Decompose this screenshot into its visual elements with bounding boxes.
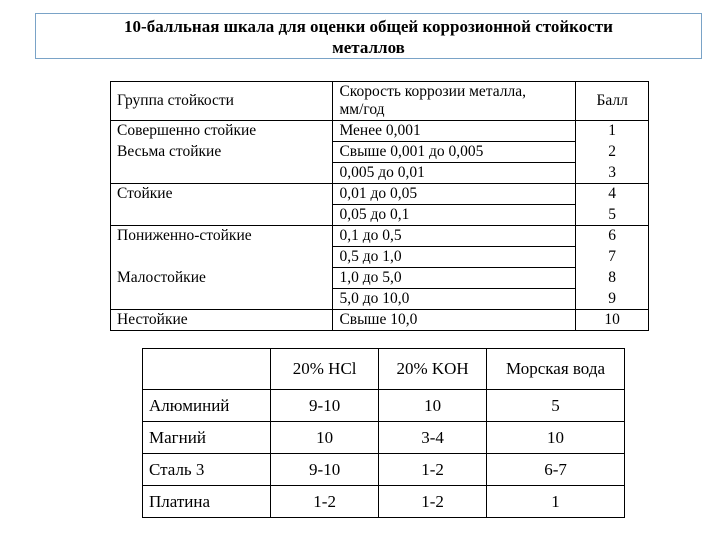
header-rate [333, 82, 576, 121]
score-cell: 9 [576, 289, 649, 310]
group-cell [111, 205, 333, 226]
header-hcl: 20% HCl [271, 349, 379, 390]
table-row [111, 247, 649, 268]
score-cell: 6 [576, 226, 649, 247]
rate-cell: 0,05 до 0,1 [333, 205, 576, 226]
metal-cell: Алюминий [143, 390, 271, 422]
koh-cell: 3-4 [379, 422, 487, 454]
sea-cell: 10 [487, 422, 625, 454]
table-row [111, 184, 649, 205]
hcl-cell: 9-10 [271, 454, 379, 486]
score-cell: 8 [576, 268, 649, 289]
page-title [35, 13, 702, 59]
table-row [111, 205, 649, 226]
group-cell: Весьма стойкие [111, 142, 333, 163]
koh-cell: 10 [379, 390, 487, 422]
rate-cell: 0,005 до 0,01 [333, 163, 576, 184]
rate-cell: Свыше 10,0 [333, 310, 576, 331]
header-group: Группа стойкости [111, 82, 333, 121]
score-cell: 3 [576, 163, 649, 184]
group-cell [111, 163, 333, 184]
rate-cell: Менее 0,001 [333, 121, 576, 142]
table-row [111, 142, 649, 163]
rate-cell: 0,01 до 0,05 [333, 184, 576, 205]
hcl-cell: 1-2 [271, 486, 379, 518]
group-cell: Совершенно стойкие [111, 121, 333, 142]
scale-header-row [111, 82, 649, 121]
rate-cell: Свыше 0,001 до 0,005 [333, 142, 576, 163]
table-row [143, 422, 625, 454]
table-row [111, 268, 649, 289]
group-cell: Пониженно-стойкие [111, 226, 333, 247]
header-rate-line-2: мм/год [339, 101, 385, 118]
sea-cell: 5 [487, 390, 625, 422]
score-cell: 7 [576, 247, 649, 268]
koh-cell: 1-2 [379, 486, 487, 518]
group-cell [111, 247, 333, 268]
header-empty [143, 349, 271, 390]
table-row [111, 310, 649, 331]
hcl-cell: 9-10 [271, 390, 379, 422]
table-row [111, 289, 649, 310]
header-score: Балл [576, 82, 649, 121]
table-row [111, 163, 649, 184]
rate-cell: 5,0 до 10,0 [333, 289, 576, 310]
corrosion-scale-table [110, 81, 649, 331]
group-cell: Малостойкие [111, 268, 333, 289]
metal-cell: Платина [143, 486, 271, 518]
table-row [143, 486, 625, 518]
table-row [143, 454, 625, 486]
media-resistance-table [142, 348, 625, 518]
header-rate-line-1: Скорость коррозии металла, [339, 83, 527, 100]
rate-cell: 0,5 до 1,0 [333, 247, 576, 268]
rate-cell: 0,1 до 0,5 [333, 226, 576, 247]
rate-cell: 1,0 до 5,0 [333, 268, 576, 289]
table-row [111, 226, 649, 247]
score-cell: 10 [576, 310, 649, 331]
header-koh: 20% KOH [379, 349, 487, 390]
metal-cell: Магний [143, 422, 271, 454]
score-cell: 2 [576, 142, 649, 163]
group-cell: Стойкие [111, 184, 333, 205]
table-row [143, 390, 625, 422]
header-sea-water: Морская вода [487, 349, 625, 390]
score-cell: 1 [576, 121, 649, 142]
sea-cell: 1 [487, 486, 625, 518]
koh-cell: 1-2 [379, 454, 487, 486]
metal-cell: Сталь 3 [143, 454, 271, 486]
group-cell: Нестойкие [111, 310, 333, 331]
title-line-2: металлов [332, 38, 405, 57]
group-cell [111, 289, 333, 310]
table-row [111, 121, 649, 142]
media-header-row [143, 349, 625, 390]
score-cell: 5 [576, 205, 649, 226]
title-line-1: 10-балльная шкала для оценки общей коррозионной стойкости [124, 17, 613, 36]
score-cell: 4 [576, 184, 649, 205]
sea-cell: 6-7 [487, 454, 625, 486]
hcl-cell: 10 [271, 422, 379, 454]
